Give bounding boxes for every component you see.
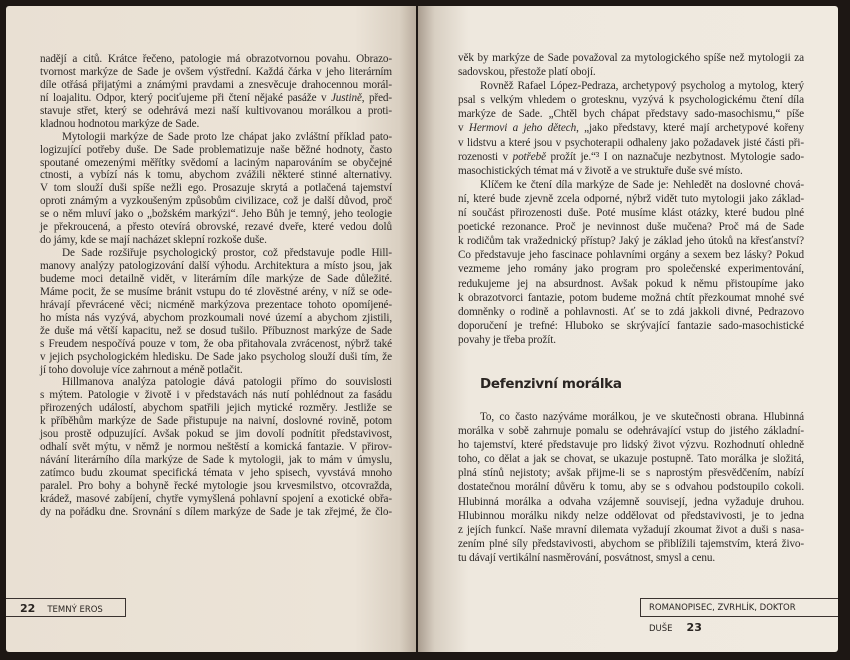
text-line: k obrazotvorci fantazie, potom budeme možná chtít přezkoumat mnohé své: [458, 291, 804, 304]
running-title: TEMNÝ EROS: [47, 605, 103, 615]
text-line: k příběhům markýze de Sade přistupuje na naivní, doslovné rovině, potom: [40, 415, 392, 428]
right-page: [418, 6, 838, 652]
text-line: logizující potřeby duše. De Sade problematizuje naše běžné hodnoty, často: [40, 143, 392, 156]
text-line: v jejich psychologickém hledisku. De Sade jako psycholog slouží duši tím, že: [40, 350, 392, 363]
text-line: přirozených událostí, abychom spatřili jejich mytické rozměry. Jestliže se: [40, 402, 392, 415]
text-line: De Sade rozšiřuje psychologický prostor, což představuje podle Hill-: [62, 247, 392, 260]
text-line: poetické rezonance. Proč je nevinnost duše mučena? Proč má de Sade: [458, 221, 804, 234]
text-line: k rodičům tak vražednický přístup? Jaký je základ jeho útoků na křesťanství?: [458, 235, 804, 248]
text-line: Máme pocit, že se musíme bránit vstupu do té zlověstné arény, v níž se ode-: [40, 285, 392, 298]
text-line: toho, co dělat a jak se chovat, se ukazuje postupně. Tato morálka je složitá,: [458, 453, 804, 466]
text-line: spoutané omezenými měřítky svědomí a laciným naparováním se obyčejné: [40, 156, 392, 169]
text-line: Hillmanova analýza patologie dává patologii přímo do souvislosti: [62, 376, 392, 389]
text-line: budeme moci detailně vidět, v literárním díle markýze de Sade důležité.: [40, 272, 392, 285]
left-page-footer: [6, 598, 126, 617]
text-line: se o něm mluví jako o „božském markýzi“. Jeho Bůh je temný, jeho teologie: [40, 208, 392, 221]
text-line: dy na pořádku dne. Srovnání s dílem markýze de Sade je tak zřejmé, že člo-: [40, 505, 392, 518]
text-line: tvornost markýze de Sade je ovšem výstřední. Každá čárka v jeho literárním: [40, 65, 392, 78]
text-line: v Hermovi a jeho dětech, „jako představy, které mají archetypové kořeny: [458, 122, 804, 135]
text-line: Mytologii markýze de Sade proto lze chápat jako zvláštní příklad pato-: [62, 130, 392, 143]
text-line: v lidstvu a které jsou v psychoterapii odhaleny jako požadavek jisté části při-: [458, 136, 804, 149]
text-line: nadějí a citů. Krátce řečeno, patologie má obrazotvornou povahu. Obrazo-: [40, 53, 392, 65]
text-line: Hlubinná morálka a odvaha vzájemně souvisejí, jedna vyžaduje druhou.: [458, 495, 804, 508]
text-line: ho tajemství, které představuje pro lidský život výzvu. Rozhodnutí ohledně: [458, 439, 804, 452]
right-page-body-text: [458, 51, 804, 347]
text-line: plná stínů nejistoty; avšak přijme-li se s naprostým přesvědčením, nabízí: [458, 467, 804, 480]
left-page-body-text: [40, 53, 392, 519]
right-page-footer: [640, 598, 838, 634]
text-line: ho místa nás vyzývá, abychom prozkoumali nové území a abychom zjistili,: [40, 311, 392, 324]
text-line: masochistických témat má v životě a ve struktuře duše své místo.: [458, 164, 743, 177]
text-line: sadovskou, přestože platí obojí.: [458, 66, 596, 79]
text-line: do jámy, kde se mají nacházet sklepní rozkoše duše.: [40, 234, 267, 247]
text-line: Rovněž Rafael López-Pedraza, archetypový psycholog a mytolog, který: [480, 80, 804, 93]
text-line: povahy je třeba prožít.: [458, 333, 556, 346]
text-line: oproti známým a vyzkoušeným způsobům civilizace, což je další důvod, proč: [40, 195, 392, 208]
text-line: s mýtem. Patologie v životě i v představách nás nutí pohlédnout za fasádu: [40, 389, 392, 402]
text-line: hrávají převrácené věci; nicméně markýzova prezentace tohoto opomíjené-: [40, 298, 392, 311]
text-line: domněnky o rodině a pohlavnosti. Ať se to zdá jakkoli divné, Pedrazovo: [458, 305, 804, 318]
text-line: Klíčem ke čtení díla markýze de Sade je: Nehledět na doslovné chová-: [480, 178, 804, 191]
text-line: vezmeme jeho romány jako program pro společenské experimentování,: [458, 263, 804, 276]
text-line: díle otřásá přijatými a známými pravdami a znesvěcuje drahocennou morál-: [40, 78, 392, 91]
left-page: [6, 6, 416, 652]
text-line: psal s velkým vhledem o grotesknu, vyzývá k psychologickému čtení díla: [458, 94, 804, 107]
text-line: ní, které bude zjevně zcela odporné, nýbrž vidět tuto mytologii jako základ-: [458, 192, 804, 205]
text-line: morálka v sobě zahrnuje pomalu se odehrávající vstup do jistého základní-: [458, 425, 804, 438]
running-title: ROMANOPISEC, ZVRHLÍK, DOKTOR DUŠE: [649, 603, 796, 634]
page-number: 22: [20, 602, 36, 615]
text-line: Co představuje jeho fascinace pohlavními orgány a sexem bez lásky? Pokud: [458, 249, 804, 262]
text-line: stavuje střet, který se odehrává mezi naší kultivovanou morálkou a proti-: [40, 104, 392, 117]
text-line: věk by markýze de Sade považoval za mytologického spíše než mytologii za: [458, 52, 804, 64]
text-line: Hlubinnou morálku nikdy nelze oddělovat od představivosti, je to jedna: [458, 509, 804, 522]
section-body-text: [458, 410, 804, 565]
text-line: To, co často nazýváme morálkou, je ve skutečnosti obrana. Hlubinná: [480, 411, 804, 423]
text-line: ní součást přirozenosti duše. Poté musíme klást otázky, které budou plné: [458, 207, 804, 220]
text-line: ní loajalitu. Odpor, který pociťujeme při čtení nějaké pasáže v Justině, před-: [40, 91, 392, 104]
text-line: kladnou hodnotou markýze de Sade.: [40, 117, 200, 130]
section-heading: Defenzivní morálka: [480, 376, 622, 392]
text-line: paralel. Pro bohy a bohyně řecké mytologie jsou krvesmilstvo, otcovražda,: [40, 479, 392, 492]
text-line: V tom slouží duši spíše nežli ego. Prosazuje skrytá a potlačená tajemství: [40, 182, 392, 195]
text-line: je překroucená, a přesto otevírá obrovské, rezavé dveře, které vedou dolů: [40, 221, 392, 234]
text-line: krádež, masové zabíjení, chytře vymyšlená pohlavní spojení a exotické obřa-: [40, 492, 392, 505]
text-line: manovy analýzy patologizování další výhodu. Architektura a místo jsou, jak: [40, 260, 392, 272]
text-line: dostatečnou morální důvěru k tomu, aby se s odvahou podstoupilo cokoli.: [458, 481, 804, 494]
text-line: doporučení je trefné: Hluboko se skrývající fantazie sado-masochistické: [458, 319, 804, 332]
text-line: že duše má větší kapacitu, než se dosud tušilo. Příbuznost markýze de Sade: [40, 324, 392, 337]
text-line: s Freudem nespočívá pouze v tom, že oba přitahovala zvrácenost, nýbrž také: [40, 337, 392, 350]
text-line: rozenosti v potřebě prožít je.“³ I on naznačuje nezbytnost. Mytologie sado-: [458, 150, 804, 163]
text-line: odhalí svět mýtu, v němž je normou neštěstí a komická fantazie. V přirov-: [40, 441, 392, 454]
text-line: markýze de Sade. „Chtěl bych chápat představy sado-masochismu,“ píše: [458, 108, 804, 121]
text-line: z jejích funkcí. Naše mravní dilemata vyžadují zkoumat život a duši s nasa-: [458, 523, 804, 536]
text-line: redukujeme jej na absurdnost. Avšak pokud k němu přistoupíme jako: [458, 277, 804, 290]
text-line: jsou prostě odpuzující. Avšak pokud se jim dovolí podnítit představivost,: [40, 428, 392, 441]
text-line: zením plné síly představivosti, abychom se přiblížili tajemstvím, která živo-: [458, 537, 804, 550]
text-line: zatímco budu zkoumat specifická témata v jeho spisech, vyvstává mnoho: [40, 467, 392, 479]
text-line: tu dávají vertikální nasměrování, posvátnost, smysl a cenu.: [458, 551, 716, 564]
text-line: ctnosti, a vybízí nás k tomu, abychom zvážili některé stinné alternativy.: [40, 169, 392, 182]
text-line: jí toho dovoluje více zahrnout a méně potlačit.: [40, 363, 243, 376]
text-line: návání literárního díla markýze de Sade k mytologii, jak to mám v úmyslu,: [40, 454, 392, 467]
page-number: 23: [686, 621, 702, 634]
